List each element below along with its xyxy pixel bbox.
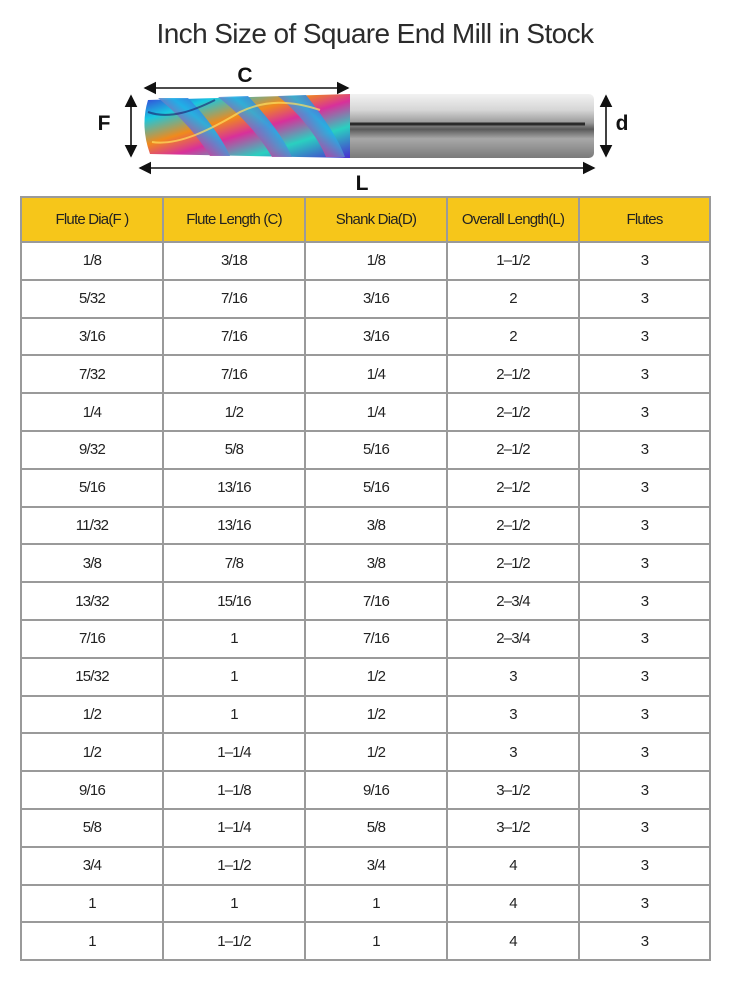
cell-overall-length: 2 — [447, 318, 579, 356]
cell-shank-dia: 1 — [305, 885, 447, 923]
table-row — [21, 885, 710, 923]
table-row — [21, 809, 710, 847]
cell-shank-dia: 1/4 — [305, 393, 447, 431]
cell-overall-length: 2–1/2 — [447, 431, 579, 469]
cell-shank-dia: 5/16 — [305, 431, 447, 469]
cell-shank-dia: 1/8 — [305, 242, 447, 280]
cell-flutes: 3 — [579, 582, 710, 620]
cell-flute-dia: 1/2 — [21, 733, 163, 771]
cell-shank-dia: 3/8 — [305, 507, 447, 545]
cell-shank-dia: 3/4 — [305, 847, 447, 885]
cell-flute-dia: 1/2 — [21, 696, 163, 734]
header-overall-length: Overall Length(L) — [447, 197, 579, 242]
dimension-f-label: F — [97, 112, 111, 135]
cell-flute-length: 1–1/8 — [163, 771, 305, 809]
cell-flute-length: 1 — [163, 696, 305, 734]
table-row — [21, 318, 710, 356]
cell-flute-dia: 1/4 — [21, 393, 163, 431]
cell-flutes: 3 — [579, 620, 710, 658]
cell-flutes: 3 — [579, 922, 710, 960]
table-row — [21, 431, 710, 469]
cell-flutes: 3 — [579, 431, 710, 469]
cell-flute-length: 3/18 — [163, 242, 305, 280]
table-row — [21, 771, 710, 809]
cell-overall-length: 2–1/2 — [447, 355, 579, 393]
cell-overall-length: 4 — [447, 847, 579, 885]
header-flute-dia: Flute Dia(F ) — [21, 197, 163, 242]
cell-flutes: 3 — [579, 696, 710, 734]
cell-flute-dia: 9/32 — [21, 431, 163, 469]
cell-flute-dia: 5/16 — [21, 469, 163, 507]
cell-flutes: 3 — [579, 885, 710, 923]
end-mill-diagram — [0, 60, 750, 200]
cell-flute-dia: 1 — [21, 922, 163, 960]
dimension-c-label: C — [237, 64, 253, 87]
table-row — [21, 280, 710, 318]
table-header-row — [21, 197, 710, 242]
table-row — [21, 696, 710, 734]
table-row — [21, 507, 710, 545]
cell-shank-dia: 1/2 — [305, 733, 447, 771]
cell-overall-length: 4 — [447, 885, 579, 923]
cell-flutes: 3 — [579, 318, 710, 356]
cell-overall-length: 3 — [447, 658, 579, 696]
cell-flute-length: 1–1/2 — [163, 922, 305, 960]
cell-flute-length: 15/16 — [163, 582, 305, 620]
cell-flute-length: 7/16 — [163, 318, 305, 356]
cell-flute-dia: 7/16 — [21, 620, 163, 658]
cell-shank-dia: 7/16 — [305, 620, 447, 658]
cell-shank-dia: 9/16 — [305, 771, 447, 809]
cell-flute-length: 7/16 — [163, 280, 305, 318]
cell-flute-length: 5/8 — [163, 431, 305, 469]
cell-flute-length: 1 — [163, 620, 305, 658]
table-row — [21, 393, 710, 431]
cell-shank-dia: 3/8 — [305, 544, 447, 582]
table-row — [21, 355, 710, 393]
cell-overall-length: 3–1/2 — [447, 809, 579, 847]
table-row — [21, 582, 710, 620]
cell-flute-length: 1 — [163, 658, 305, 696]
cell-flute-length: 7/16 — [163, 355, 305, 393]
cell-overall-length: 2–1/2 — [447, 544, 579, 582]
cell-flute-length: 1–1/2 — [163, 847, 305, 885]
cell-flutes: 3 — [579, 733, 710, 771]
table-row — [21, 847, 710, 885]
cell-flutes: 3 — [579, 393, 710, 431]
dimension-d-label: d — [615, 112, 629, 135]
cell-flute-dia: 5/32 — [21, 280, 163, 318]
cell-flute-length: 1–1/4 — [163, 733, 305, 771]
cell-overall-length: 1–1/2 — [447, 242, 579, 280]
cell-flutes: 3 — [579, 809, 710, 847]
table-body — [21, 242, 710, 960]
cell-flute-dia: 15/32 — [21, 658, 163, 696]
table-row — [21, 658, 710, 696]
cell-shank-dia: 1/2 — [305, 696, 447, 734]
header-flute-length: Flute Length (C) — [163, 197, 305, 242]
cell-flute-length: 1 — [163, 885, 305, 923]
cell-overall-length: 2–3/4 — [447, 620, 579, 658]
cell-flutes: 3 — [579, 658, 710, 696]
table-row — [21, 544, 710, 582]
cell-overall-length: 2 — [447, 280, 579, 318]
cell-flutes: 3 — [579, 355, 710, 393]
cell-flutes: 3 — [579, 280, 710, 318]
cell-shank-dia: 3/16 — [305, 318, 447, 356]
cell-flutes: 3 — [579, 242, 710, 280]
dimension-l-label: L — [355, 172, 369, 195]
page-title: Inch Size of Square End Mill in Stock — [156, 18, 594, 49]
cell-shank-dia: 1/4 — [305, 355, 447, 393]
cell-flutes: 3 — [579, 544, 710, 582]
table-row — [21, 242, 710, 280]
cell-flute-length: 1/2 — [163, 393, 305, 431]
header-flutes: Flutes — [579, 197, 710, 242]
table-row — [21, 620, 710, 658]
cell-flute-length: 7/8 — [163, 544, 305, 582]
cell-flute-dia: 3/4 — [21, 847, 163, 885]
table-row — [21, 733, 710, 771]
cell-shank-dia: 1/2 — [305, 658, 447, 696]
cell-flute-length: 13/16 — [163, 469, 305, 507]
cell-flute-dia: 7/32 — [21, 355, 163, 393]
cell-flute-length: 13/16 — [163, 507, 305, 545]
cell-flutes: 3 — [579, 469, 710, 507]
cell-overall-length: 2–1/2 — [447, 507, 579, 545]
end-mill-size-table — [20, 196, 711, 961]
cell-overall-length: 2–1/2 — [447, 469, 579, 507]
header-shank-dia: Shank Dia(D) — [305, 197, 447, 242]
cell-shank-dia: 5/8 — [305, 809, 447, 847]
cell-flute-length: 1–1/4 — [163, 809, 305, 847]
cell-shank-dia: 7/16 — [305, 582, 447, 620]
cell-overall-length: 4 — [447, 922, 579, 960]
cell-flute-dia: 9/16 — [21, 771, 163, 809]
cell-flutes: 3 — [579, 847, 710, 885]
cell-shank-dia: 1 — [305, 922, 447, 960]
cell-flute-dia: 1 — [21, 885, 163, 923]
cell-flute-dia: 5/8 — [21, 809, 163, 847]
cell-flutes: 3 — [579, 771, 710, 809]
cell-overall-length: 3 — [447, 733, 579, 771]
table-row — [21, 922, 710, 960]
table-row — [21, 469, 710, 507]
cell-flutes: 3 — [579, 507, 710, 545]
cell-shank-dia: 3/16 — [305, 280, 447, 318]
cell-flute-dia: 1/8 — [21, 242, 163, 280]
cell-overall-length: 3 — [447, 696, 579, 734]
cell-flute-dia: 13/32 — [21, 582, 163, 620]
cell-shank-dia: 5/16 — [305, 469, 447, 507]
cell-overall-length: 3–1/2 — [447, 771, 579, 809]
cell-flute-dia: 3/16 — [21, 318, 163, 356]
cell-flute-dia: 3/8 — [21, 544, 163, 582]
cell-overall-length: 2–1/2 — [447, 393, 579, 431]
shank — [340, 94, 594, 158]
cell-overall-length: 2–3/4 — [447, 582, 579, 620]
cell-flute-dia: 11/32 — [21, 507, 163, 545]
